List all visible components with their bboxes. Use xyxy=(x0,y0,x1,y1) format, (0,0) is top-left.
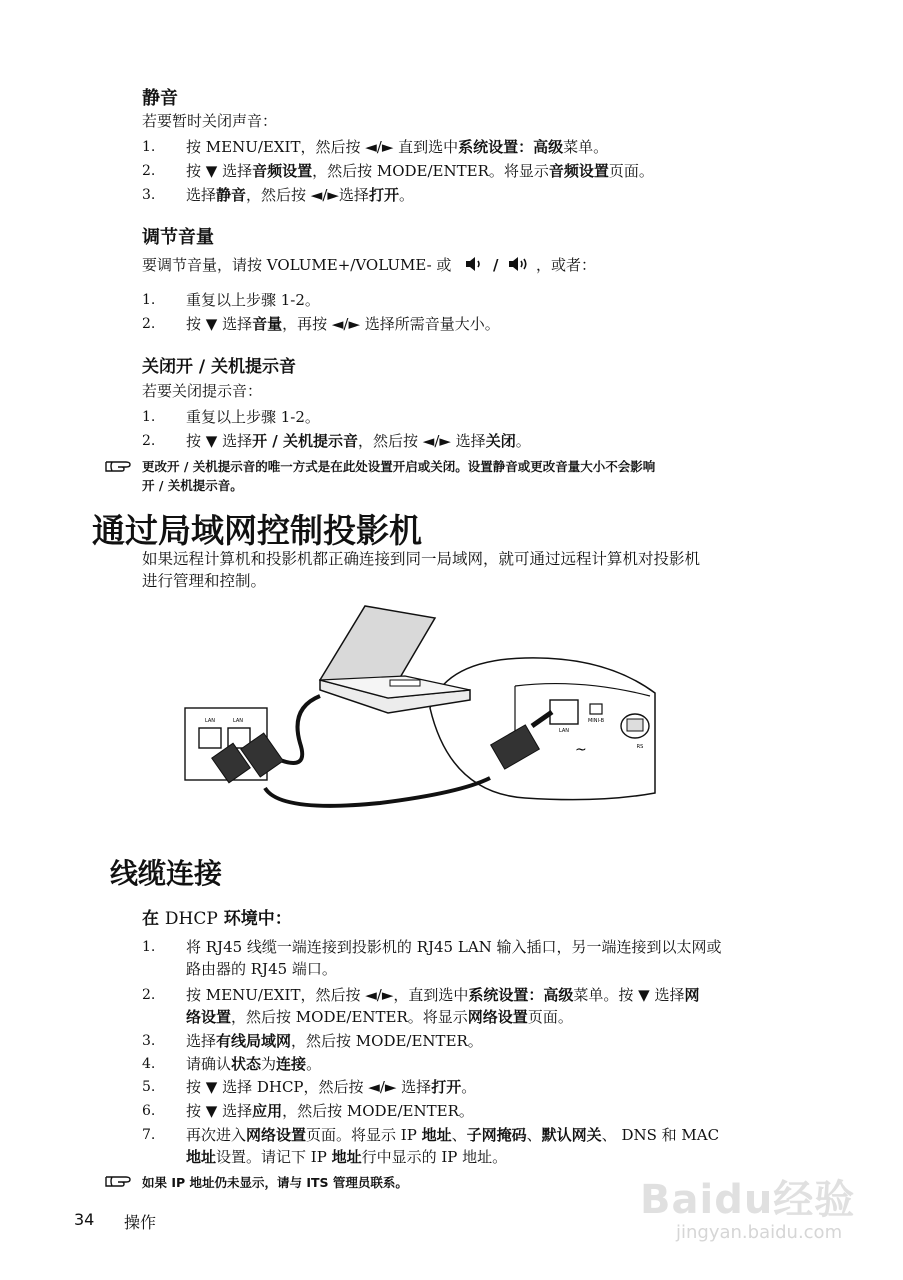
beep-step-1: 1. 重复以上步骤 1-2。 xyxy=(142,408,320,426)
mute-intro: 若要暂时关闭声音： xyxy=(142,112,278,130)
beep-intro: 若要关闭提示音： xyxy=(142,382,263,400)
cable-step-7: 7. 再次进入网络设置页面。将显示 IP 地址、子网掩码、默认网关、 DNS 和 MAC 地址设置。请记下 IP 地址行中显示的 IP 地址。 xyxy=(142,1126,720,1166)
mute-heading: 静音 xyxy=(142,88,178,109)
cable-section-title: 线缆连接 xyxy=(110,857,223,890)
beep-note: 更改开 / 关机提示音的唯一方式是在此处设置开启或关闭。设置静音或更改音量大小不会影响 开 / 关机提示音。 xyxy=(142,459,656,493)
mute-step-2: 2. 按 ▼ 选择音频设置，然后按 MODE/ENTER。将显示音频设置页面。 xyxy=(142,162,654,180)
volume-step-1: 1. 重复以上步骤 1-2。 xyxy=(142,291,320,309)
speaker-high-icon xyxy=(507,256,531,272)
cable-step-1: 1. 将 RJ45 线缆一端连接到投影机的 RJ45 LAN 输入插口，另一端连接到以太网或 路由器的 RJ45 端口。 xyxy=(142,938,722,978)
projector-lan-port xyxy=(550,700,578,724)
footer-section: 操作 xyxy=(124,1213,157,1232)
laptop-illustration xyxy=(320,606,470,713)
cable-step-2: 2. 按 MENU/EXIT，然后按 ◄/►，直到选中系统设置：高级菜单。按 ▼ 选择网 络设置，然后按 MODE/ENTER。将显示网络设置页面。 xyxy=(142,986,700,1026)
svg-text:LAN: LAN xyxy=(204,718,216,724)
cable-step-3: 3. 选择有线局域网，然后按 MODE/ENTER。 xyxy=(142,1032,483,1050)
mute-step-3: 3. 选择静音，然后按 ◄/►选择打开。 xyxy=(142,186,414,204)
page-number: 34 xyxy=(74,1210,95,1229)
cable-step-5: 5. 按 ▼ 选择 DHCP，然后按 ◄/► 选择打开。 xyxy=(142,1078,477,1096)
baidu-watermark-url: jingyan.baidu.com xyxy=(676,1222,843,1243)
cable-note: 如果 IP 地址仍未显示，请与 ITS 管理员联系。 xyxy=(142,1175,408,1190)
volume-intro: 要调节音量，请按 VOLUME+/VOLUME- 或 / ，或者： xyxy=(142,256,597,274)
baidu-watermark-logo: Baidu经验 xyxy=(640,1177,856,1223)
speaker-low-icon xyxy=(464,256,484,272)
lan-intro: 如果远程计算机和投影机都正确连接到同一局域网，就可通过远程计算机对投影机 进行管理和控制。 xyxy=(142,550,701,590)
lan-section-title: 通过局域网控制投影机 xyxy=(92,511,422,550)
beep-step-2: 2. 按 ▼ 选择开 / 关机提示音，然后按 ◄/► 选择关闭。 xyxy=(142,432,531,450)
dhcp-heading: 在 DHCP 环境中： xyxy=(142,909,292,929)
svg-text:MINI-B: MINI-B xyxy=(587,718,605,724)
volume-step-2: 2. 按 ▼ 选择音量，再按 ◄/► 选择所需音量大小。 xyxy=(142,315,500,333)
volume-heading: 调节音量 xyxy=(142,227,214,248)
lan-connection-diagram xyxy=(180,598,660,823)
pointing-hand-icon xyxy=(104,457,138,475)
svg-text:LAN: LAN xyxy=(232,718,244,724)
cable-step-6: 6. 按 ▼ 选择应用，然后按 MODE/ENTER。 xyxy=(142,1102,474,1120)
cable-step-4: 4. 请确认状态为连接。 xyxy=(142,1055,322,1073)
svg-text:LAN: LAN xyxy=(558,728,570,734)
projector-rear-panel-callout xyxy=(430,658,655,800)
pointing-hand-icon xyxy=(104,1172,138,1190)
mute-step-1: 1. 按 MENU/EXIT，然后按 ◄/► 直到选中系统设置：高级菜单。 xyxy=(142,138,609,156)
svg-text:RS: RS xyxy=(636,744,644,750)
svg-text:~: ~ xyxy=(575,742,587,758)
beep-heading: 关闭开 / 关机提示音 xyxy=(142,357,297,377)
